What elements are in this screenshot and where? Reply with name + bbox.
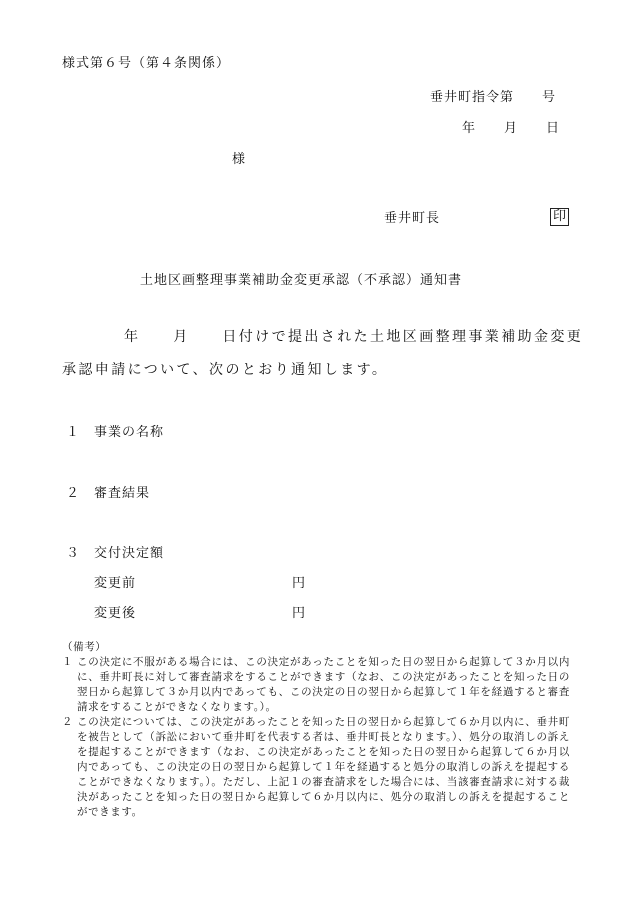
body-line-2: 承認申請について、次のとおり通知します。 bbox=[62, 362, 389, 378]
notes-heading: （備考） bbox=[62, 641, 107, 653]
addressee-suffix: 様 bbox=[232, 152, 247, 167]
body-line-1: 年 月 日付けで提出された土地区画整理事業補助金変更 bbox=[124, 329, 584, 345]
note-item-2 bbox=[62, 715, 570, 820]
seal-mark bbox=[550, 205, 569, 226]
after-change-label: 変更後 bbox=[94, 606, 137, 621]
note-2-text: この決定については、この決定があったことを知った日の翌日から起算して６か月以内に、垂井町を被告として（訴訟において垂井町を代表する者は、垂井町長となります。）、処分の取消しの訴えを提起することができます（なお、この決定があったことを知った日の翌日から起算して６か月以内であっても、この決定の日の翌日から起算して１年を経過すると処分の取消しの訴えを提起することができなくなります。）。ただし、上記１の審査請求をした場合には、当該審査請求に対する裁決があったことを知った日の翌日から起算して６か月以内に、処分の取消しの訴えを提起することができます。 bbox=[77, 716, 570, 818]
document-number: 垂井町指令第 号 bbox=[430, 90, 557, 105]
section-1-number: １ bbox=[66, 425, 81, 440]
document-title: 土地区画整理事業補助金変更承認（不承認）通知書 bbox=[140, 273, 463, 288]
form-label: 様式第６号（第４条関係） bbox=[62, 56, 231, 71]
seal-text: 印 bbox=[550, 208, 569, 226]
before-change-label: 変更前 bbox=[94, 576, 137, 591]
section-3-label: 交付決定額 bbox=[94, 546, 165, 561]
section-2-label: 審査結果 bbox=[94, 486, 151, 501]
issue-date: 年 月 日 bbox=[462, 121, 561, 136]
after-change-yen: 円 bbox=[292, 606, 307, 621]
section-3-number: ３ bbox=[66, 546, 81, 561]
note-item-1 bbox=[62, 655, 570, 715]
section-2-number: ２ bbox=[66, 486, 81, 501]
before-change-yen: 円 bbox=[292, 576, 307, 591]
sender-title: 垂井町長 bbox=[384, 211, 441, 226]
note-2-number: ２ bbox=[62, 716, 74, 728]
note-1-number: １ bbox=[62, 656, 74, 668]
note-1-text: この決定に不服がある場合には、この決定があったことを知った日の翌日から起算して３か月以内に、垂井町長に対して審査請求をすることができます（なお、この決定があったことを知った日の翌日から起算して３か月以内であっても、この決定の日の翌日から起算して１年を経過すると審査請求をすることができなくなります。）。 bbox=[77, 656, 570, 713]
notes-block bbox=[62, 640, 570, 820]
section-1-label: 事業の名称 bbox=[94, 425, 165, 440]
